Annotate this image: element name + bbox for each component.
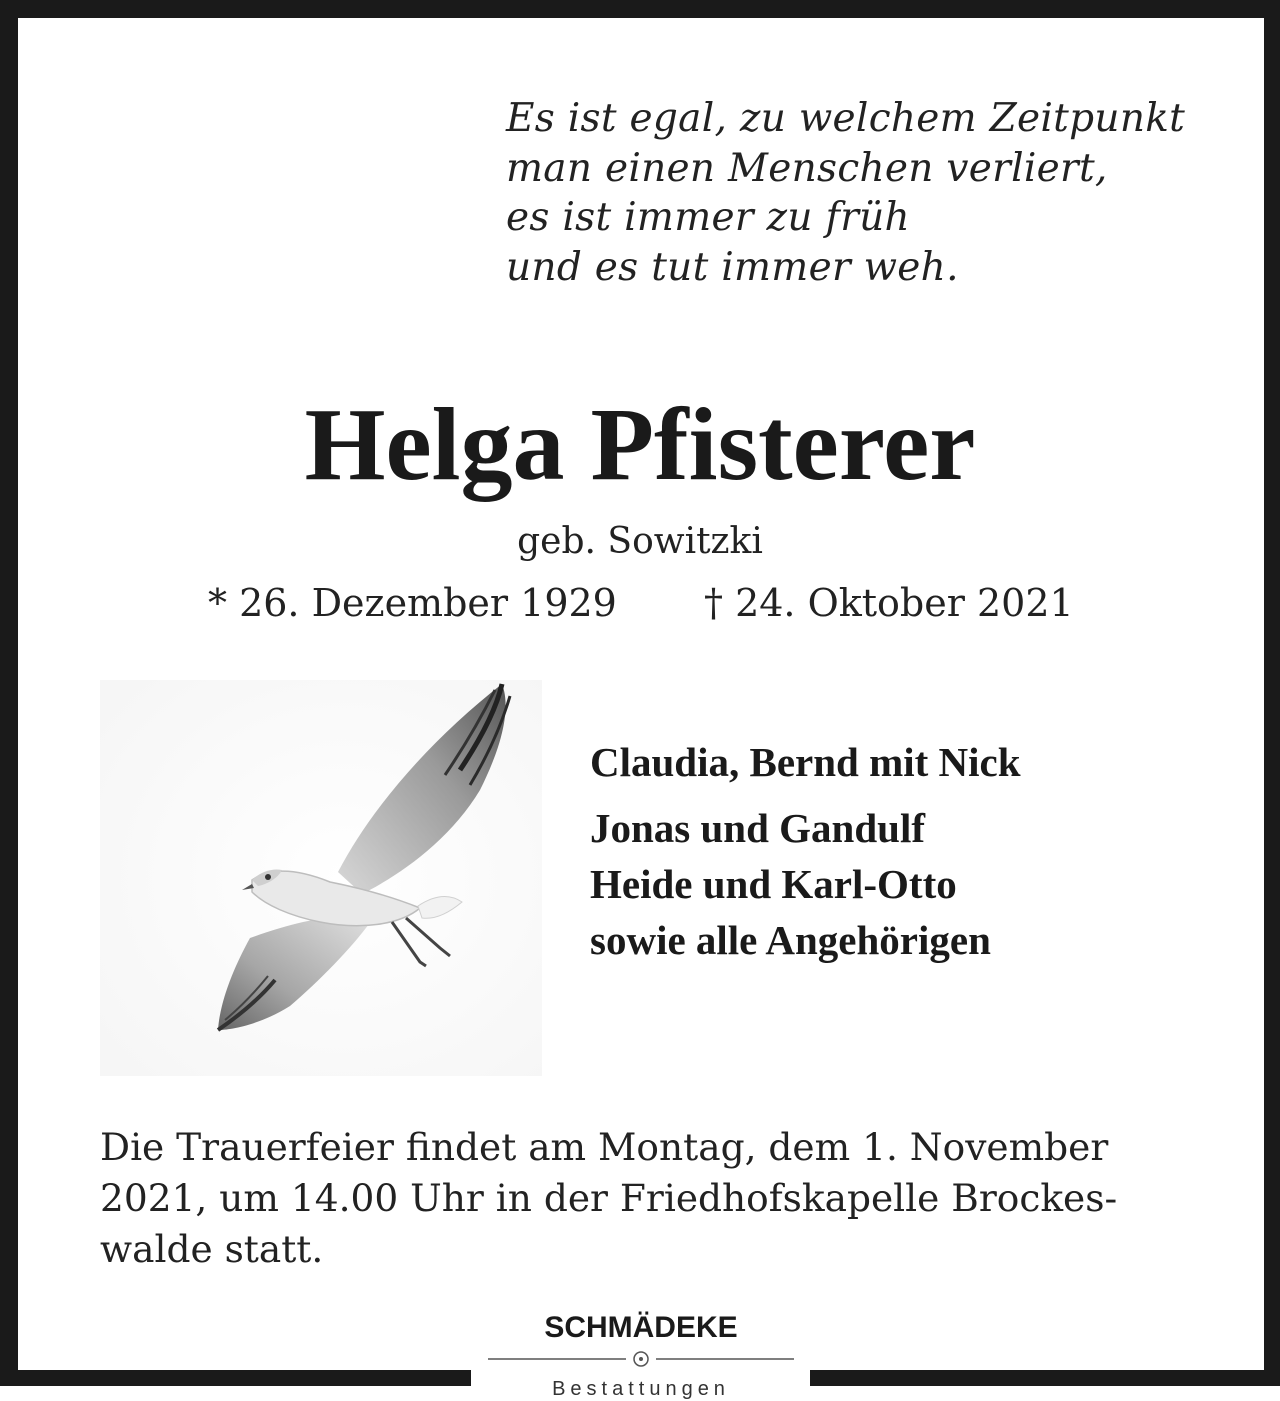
mourner-line: Heide und Karl-Otto	[590, 861, 957, 907]
funeral-home-name: SCHMÄDEKE	[544, 1311, 738, 1344]
memorial-quote: Es ist egal, zu welchem Zeitpunkt man einen Menschen verliert, es ist immer zu früh und es tut immer weh.	[506, 96, 1186, 290]
mourners-list	[590, 734, 1230, 968]
border-left	[0, 0, 18, 1386]
mourner-line: Claudia, Bernd mit Nick	[590, 739, 1021, 785]
border-bottom-left	[0, 1370, 471, 1386]
seagull-image	[100, 680, 542, 1076]
death-date: † 24. Oktober 2021	[704, 581, 1074, 625]
border-top	[0, 0, 1280, 18]
deceased-name: Helga Pfisterer	[304, 387, 976, 502]
maiden-name: geb. Sowitzki	[517, 521, 763, 562]
border-right	[1264, 0, 1280, 1386]
mourner-line: Jonas und Gandulf	[590, 805, 926, 851]
funeral-notice: Die Trauerfeier findet am Montag, dem 1. November 2021, um 14.00 Uhr in der Friedhofskapelle Brockes-walde statt.	[100, 1125, 1118, 1271]
funeral-home-subtitle: Bestattungen	[552, 1378, 730, 1400]
funeral-home-logo	[488, 1305, 794, 1399]
ornament-rule-icon	[488, 1347, 794, 1371]
border-bottom-right	[810, 1370, 1280, 1386]
mourner-line: sowie alle Angehörigen	[590, 917, 991, 963]
birth-date: * 26. Dezember 1929	[208, 581, 617, 625]
